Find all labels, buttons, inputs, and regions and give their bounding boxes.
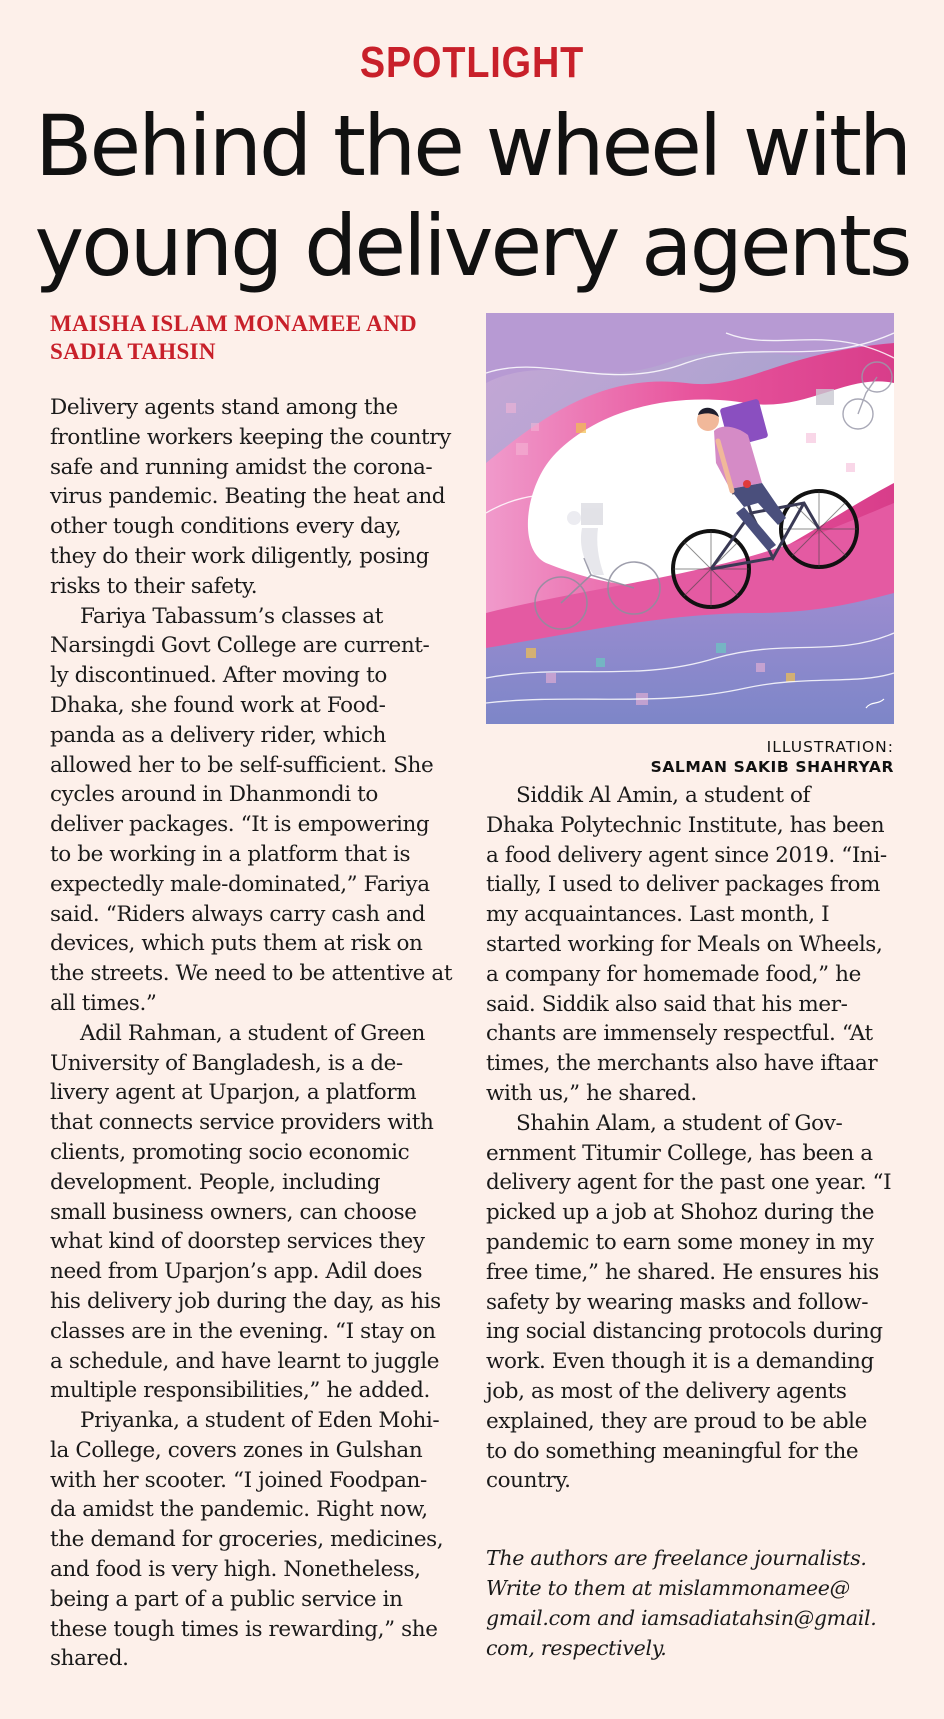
left-column: [50, 393, 460, 1674]
body-text-line: University of Bangladesh, is a de-: [50, 1050, 403, 1076]
body-text-line: Fariya Tabassum’s classes at: [80, 603, 383, 629]
body-text-line: what kind of doorstep services they: [50, 1229, 425, 1255]
right-column: [486, 781, 896, 1496]
author-note-line: com, respectively.: [486, 1636, 667, 1660]
body-text-line: these tough times is rewarding,” she: [50, 1616, 438, 1642]
body-text-line: need from Uparjon’s app. Adil does: [50, 1259, 423, 1285]
body-text-line: being a part of a public service in: [50, 1586, 403, 1612]
body-text-line: virus pandemic. Beating the heat and: [50, 484, 446, 510]
body-text-line: the demand for groceries, medicines,: [50, 1527, 444, 1553]
body-text-line: safe and running amidst the corona-: [50, 454, 433, 480]
body-text-line: shared.: [50, 1646, 129, 1672]
body-text-line: that connects service providers with: [50, 1110, 434, 1136]
body-text-line: work. Even though it is a demanding: [486, 1349, 874, 1375]
body-text-line: Dhaka, she found work at Food-: [50, 692, 386, 718]
headline: [30, 96, 914, 296]
body-text-line: explained, they are proud to be able: [486, 1408, 867, 1434]
body-text-line: tially, I used to deliver packages from: [486, 872, 881, 898]
body-text-line: safety by wearing masks and follow-: [486, 1289, 869, 1315]
author-note: [486, 1543, 906, 1663]
body-text-line: times, the merchants also have iftaar: [486, 1051, 878, 1077]
body-text-line: frontline workers keeping the country: [50, 424, 451, 450]
byline-line: MAISHA ISLAM MONAMEE AND: [50, 311, 417, 336]
body-text-line: la College, covers zones in Gulshan: [50, 1437, 423, 1463]
credit-name: SALMAN SAKIB SHAHRYAR: [650, 758, 894, 776]
body-text-line: to be working in a platform that is: [50, 841, 411, 867]
author-note-line: gmail.com and iamsadiatahsin@gmail.: [486, 1606, 877, 1630]
body-text-line: and food is very high. Nonetheless,: [50, 1557, 421, 1583]
body-text-line: started working for Meals on Wheels,: [486, 931, 883, 957]
body-text-line: country.: [486, 1468, 571, 1494]
body-text-line: Dhaka Polytechnic Institute, has been: [486, 812, 885, 838]
section-kicker: SPOTLIGHT: [359, 38, 585, 87]
body-text-line: free time,” he shared. He ensures his: [486, 1259, 879, 1285]
body-text-line: said. Siddik also said that his mer-: [486, 991, 848, 1017]
body-text-line: a food delivery agent since 2019. “Ini-: [486, 842, 887, 868]
body-text-line: Narsingdi Govt College are current-: [50, 633, 430, 659]
credit-label: ILLUSTRATION:: [766, 738, 894, 756]
body-text-line: picked up a job at Shohoz during the: [486, 1200, 875, 1226]
body-text-line: development. People, including: [50, 1169, 381, 1195]
body-text-line: pandemic to earn some money in my: [486, 1229, 874, 1255]
headline-line: young delivery agents: [34, 197, 910, 295]
body-text-line: allowed her to be self-sufficient. She: [50, 752, 434, 778]
body-text-line: panda as a delivery rider, which: [50, 722, 386, 748]
author-note-line: The authors are freelance journalists.: [486, 1546, 867, 1570]
body-text-line: ing social distancing protocols during: [486, 1319, 883, 1345]
body-text-line: said. “Riders always carry cash and: [50, 901, 426, 927]
body-text-line: job, as most of the delivery agents: [486, 1378, 847, 1404]
body-text-line: Siddik Al Amin, a student of: [516, 783, 811, 808]
body-text-line: a schedule, and have learnt to juggle: [50, 1348, 440, 1374]
body-text-line: Delivery agents stand among the: [50, 395, 398, 420]
body-text-line: delivery agent for the past one year. “I: [486, 1170, 892, 1196]
body-text-line: his delivery job during the day, as his: [50, 1288, 441, 1314]
body-text-line: expectedly male-dominated,” Fariya: [50, 871, 430, 897]
body-text-line: classes are in the evening. “I stay on: [50, 1318, 436, 1344]
body-text-line: they do their work diligently, posing: [50, 543, 430, 569]
byline: [50, 310, 450, 366]
body-text-line: Adil Rahman, a student of Green: [80, 1020, 426, 1046]
body-text-line: devices, which puts them at risk on: [50, 931, 423, 957]
body-text-line: small business owners, can choose: [50, 1199, 417, 1225]
body-text-line: risks to their safety.: [50, 573, 258, 599]
illustration-svg: [486, 313, 894, 724]
body-text-line: the streets. We need to be attentive at: [50, 961, 453, 987]
body-text-line: clients, promoting socio economic: [50, 1139, 410, 1165]
body-text-line: deliver packages. “It is empowering: [50, 812, 430, 838]
body-text-line: ernment Titumir College, has been a: [486, 1140, 873, 1166]
body-text-line: ly discontinued. After moving to: [50, 663, 387, 689]
body-text-line: with us,” he shared.: [486, 1080, 697, 1106]
body-text-line: livery agent at Uparjon, a platform: [50, 1080, 417, 1106]
body-text-line: all times.”: [50, 990, 157, 1016]
illustration-credit: [486, 737, 894, 777]
byline-line: SADIA TAHSIN: [50, 339, 216, 364]
body-text-line: multiple responsibilities,” he added.: [50, 1378, 430, 1404]
body-text-line: chants are immensely respectful. “At: [486, 1021, 873, 1047]
body-text-line: da amidst the pandemic. Right now,: [50, 1497, 428, 1523]
body-text-line: Priyanka, a student of Eden Mohi-: [80, 1408, 440, 1434]
body-text-line: to do something meaningful for the: [486, 1438, 859, 1464]
body-text-line: cycles around in Dhanmondi to: [50, 782, 378, 808]
body-text-line: other tough conditions every day,: [50, 514, 402, 540]
body-text-line: with her scooter. “I joined Foodpan-: [50, 1467, 427, 1493]
body-text-line: a company for homemade food,” he: [486, 961, 861, 987]
body-text-line: my acquaintances. Last month, I: [486, 902, 830, 928]
headline-line: Behind the wheel with: [34, 97, 910, 195]
delivery-riders-illustration: [486, 313, 894, 724]
body-text-line: Shahin Alam, a student of Gov-: [516, 1110, 843, 1136]
author-note-line: Write to them at mislammonamee@: [486, 1576, 850, 1600]
